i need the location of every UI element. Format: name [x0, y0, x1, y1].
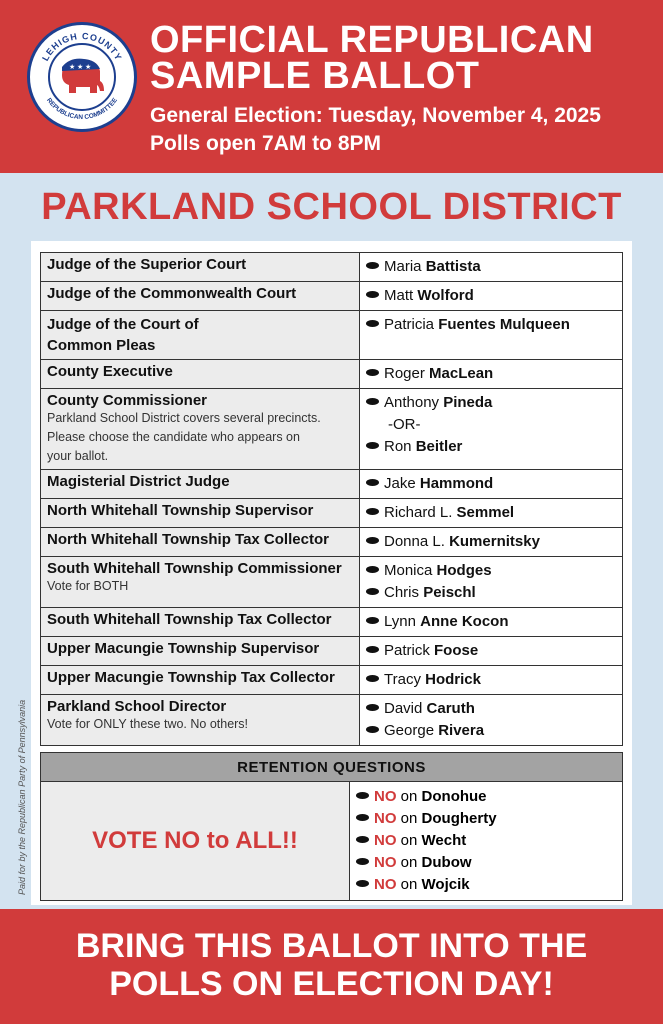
logo-inner-circle [48, 43, 116, 111]
retention-item [356, 808, 616, 830]
retention-table [40, 752, 623, 901]
judge-name: Donohue [421, 788, 487, 805]
candidate-cell [360, 311, 623, 360]
candidate-last: Wolford [417, 287, 474, 304]
candidate-first: Maria [384, 258, 422, 275]
candidate [366, 502, 616, 524]
no-label: NO [374, 832, 397, 849]
candidate-last: Peischl [423, 584, 476, 601]
candidate-cell [360, 666, 623, 695]
table-row [41, 389, 623, 470]
office-name: Judge of the Commonwealth Court [41, 282, 360, 311]
candidate-last: Hodges [436, 562, 492, 579]
office-note: Vote for BOTH [47, 579, 129, 593]
candidate-first: Monica [384, 562, 433, 579]
retention-row [41, 782, 623, 901]
bullet-oval-icon [356, 880, 369, 887]
candidate [366, 698, 616, 720]
office-name: County Executive [41, 360, 360, 389]
retention-item [356, 874, 616, 896]
bullet-oval-icon [356, 858, 369, 865]
svg-text:★: ★ [69, 63, 76, 71]
bullet-oval-icon [356, 792, 369, 799]
footer-line-1: BRING THIS BALLOT INTO THE [75, 927, 588, 965]
retention-list [350, 782, 623, 901]
table-row [41, 311, 623, 360]
elephant-icon [50, 45, 114, 109]
candidate [366, 392, 616, 414]
office-note-line: Please choose the candidate who appears on [47, 430, 300, 444]
candidate-cell [360, 253, 623, 282]
bullet-oval-icon [366, 369, 379, 376]
no-label: NO [374, 788, 397, 805]
office-title: South Whitehall Township Commissioner [47, 560, 342, 577]
candidate [366, 560, 616, 582]
retention-item [356, 830, 616, 852]
candidate-last: Hodrick [425, 671, 481, 688]
candidate [366, 669, 616, 691]
office-name: South Whitehall Township Tax Collector [41, 608, 360, 637]
candidate-first: Roger [384, 365, 425, 382]
candidate [366, 473, 616, 495]
office-name: Upper Macungie Township Tax Collector [41, 666, 360, 695]
candidate-first: Ron [384, 438, 412, 455]
candidate-cell [360, 637, 623, 666]
on-label: on [400, 810, 418, 827]
table-row [41, 360, 623, 389]
logo-bottom-text: REPUBLICAN COMMITTEE [45, 96, 119, 122]
candidate-last: Pineda [443, 394, 493, 411]
retention-item [356, 786, 616, 808]
office-note-line: Parkland School District covers several precincts. [47, 411, 321, 425]
table-row [41, 557, 623, 608]
candidate-first: Matt [384, 287, 414, 304]
on-label: on [400, 832, 418, 849]
candidate [366, 314, 616, 336]
candidate [366, 256, 616, 278]
candidate-last: Semmel [456, 504, 515, 521]
election-date: General Election: Tuesday, November 4, 2025 [150, 104, 601, 127]
candidate-cell [360, 360, 623, 389]
candidate-first: George [384, 722, 435, 739]
candidate-first: David [384, 700, 423, 717]
svg-text:★: ★ [77, 63, 84, 71]
candidate-last: Hammond [419, 475, 494, 492]
bullet-oval-icon [366, 617, 379, 624]
retention-item [356, 852, 616, 874]
footer-line-2: POLLS ON ELECTION DAY! [109, 965, 554, 1003]
bullet-oval-icon [366, 262, 379, 269]
candidate-last: Rivera [438, 722, 485, 739]
title-line-2: SAMPLE BALLOT [150, 55, 480, 97]
candidate-first: Donna L. [384, 533, 445, 550]
candidate-first: Tracy [384, 671, 421, 688]
on-label: on [400, 876, 418, 893]
table-row [41, 470, 623, 499]
bullet-oval-icon [356, 814, 369, 821]
bullet-oval-icon [366, 675, 379, 682]
bullet-oval-icon [366, 537, 379, 544]
office-name: Judge of the Superior Court [41, 253, 360, 282]
candidate-first: Anthony [384, 394, 440, 411]
candidate-cell [360, 528, 623, 557]
candidate-first: Chris [384, 584, 420, 601]
candidate-cell [360, 608, 623, 637]
table-row [41, 608, 623, 637]
judge-name: Dougherty [421, 810, 497, 827]
bullet-oval-icon [366, 704, 379, 711]
candidate [366, 285, 616, 307]
bullet-oval-icon [366, 646, 379, 653]
candidate-first: Patrick [384, 642, 430, 659]
candidate-last: Beitler [415, 438, 463, 455]
title-line-1: OFFICIAL REPUBLICAN [150, 19, 594, 61]
office-line-1: Judge of the Court of [47, 316, 199, 333]
office-name [41, 695, 360, 746]
on-label: on [400, 788, 418, 805]
vote-no-callout: VOTE NO to ALL!! [41, 782, 350, 901]
office-name: Upper Macungie Township Supervisor [41, 637, 360, 666]
bullet-oval-icon [366, 588, 379, 595]
candidate-cell [360, 557, 623, 608]
svg-text:★: ★ [85, 63, 92, 71]
candidate [366, 640, 616, 662]
table-row [41, 666, 623, 695]
table-row [41, 637, 623, 666]
candidate-last: Caruth [426, 700, 475, 717]
table-row [41, 528, 623, 557]
office-note-line: your ballot. [47, 449, 109, 463]
office-name: Magisterial District Judge [41, 470, 360, 499]
polls-hours: Polls open 7AM to 8PM [150, 132, 382, 155]
paid-for-text: Paid for by the Republican Party of Pennsylvania [17, 699, 27, 895]
office-title: Parkland School Director [47, 698, 227, 715]
candidate-last: Anne Kocon [420, 613, 509, 630]
or-separator: -OR- [388, 416, 421, 433]
candidate-last: Battista [425, 258, 481, 275]
table-row [41, 282, 623, 311]
candidate-last: Foose [434, 642, 479, 659]
candidate-cell [360, 695, 623, 746]
district-heading: PARKLAND SCHOOL DISTRICT [41, 186, 622, 228]
footer-banner [0, 909, 663, 1024]
paid-for-note [14, 699, 30, 898]
candidate-first: Patricia [384, 316, 435, 333]
candidate-last: Kumernitsky [449, 533, 540, 550]
candidate [366, 720, 616, 742]
candidate-cell [360, 470, 623, 499]
bullet-oval-icon [366, 479, 379, 486]
candidate-first: Richard L. [384, 504, 453, 521]
office-name [41, 389, 360, 470]
office-title: County Commissioner [47, 392, 208, 409]
on-label: on [400, 854, 418, 871]
office-name [41, 311, 360, 360]
no-label: NO [374, 810, 397, 827]
candidate-first: Lynn [384, 613, 416, 630]
retention-heading: RETENTION QUESTIONS [41, 753, 623, 782]
bullet-oval-icon [356, 836, 369, 843]
office-line-2: Common Pleas [47, 337, 156, 354]
header-banner [0, 0, 663, 173]
judge-name: Dubow [421, 854, 472, 871]
candidate-last: Fuentes Mulqueen [438, 316, 570, 333]
office-name: North Whitehall Township Supervisor [41, 499, 360, 528]
judge-name: Wecht [421, 832, 467, 849]
bullet-oval-icon [366, 442, 379, 449]
candidate-last: MacLean [429, 365, 494, 382]
table-row [41, 499, 623, 528]
candidate [366, 363, 616, 385]
no-label: NO [374, 876, 397, 893]
bullet-oval-icon [366, 398, 379, 405]
candidate-first: Jake [384, 475, 416, 492]
candidate [366, 582, 616, 604]
table-row [41, 253, 623, 282]
logo-top-text: LEHIGH COUNTY [40, 30, 124, 63]
footer-text [0, 909, 663, 1003]
candidate-cell [360, 389, 623, 470]
candidate-cell [360, 282, 623, 311]
bullet-oval-icon [366, 291, 379, 298]
bullet-oval-icon [366, 566, 379, 573]
bullet-oval-icon [366, 726, 379, 733]
office-note: Vote for ONLY these two. No others! [47, 717, 249, 731]
candidate-cell [360, 499, 623, 528]
bullet-oval-icon [366, 508, 379, 515]
office-name: North Whitehall Township Tax Collector [41, 528, 360, 557]
lehigh-county-republican-logo [27, 22, 137, 132]
judge-name: Wojcik [421, 876, 470, 893]
races-table [40, 252, 623, 746]
retention-header-row [41, 753, 623, 782]
candidate [366, 611, 616, 633]
candidate [366, 531, 616, 553]
office-name [41, 557, 360, 608]
candidate [366, 436, 616, 458]
bullet-oval-icon [366, 320, 379, 327]
table-row [41, 695, 623, 746]
ballot-title [150, 19, 594, 97]
no-label: NO [374, 854, 397, 871]
